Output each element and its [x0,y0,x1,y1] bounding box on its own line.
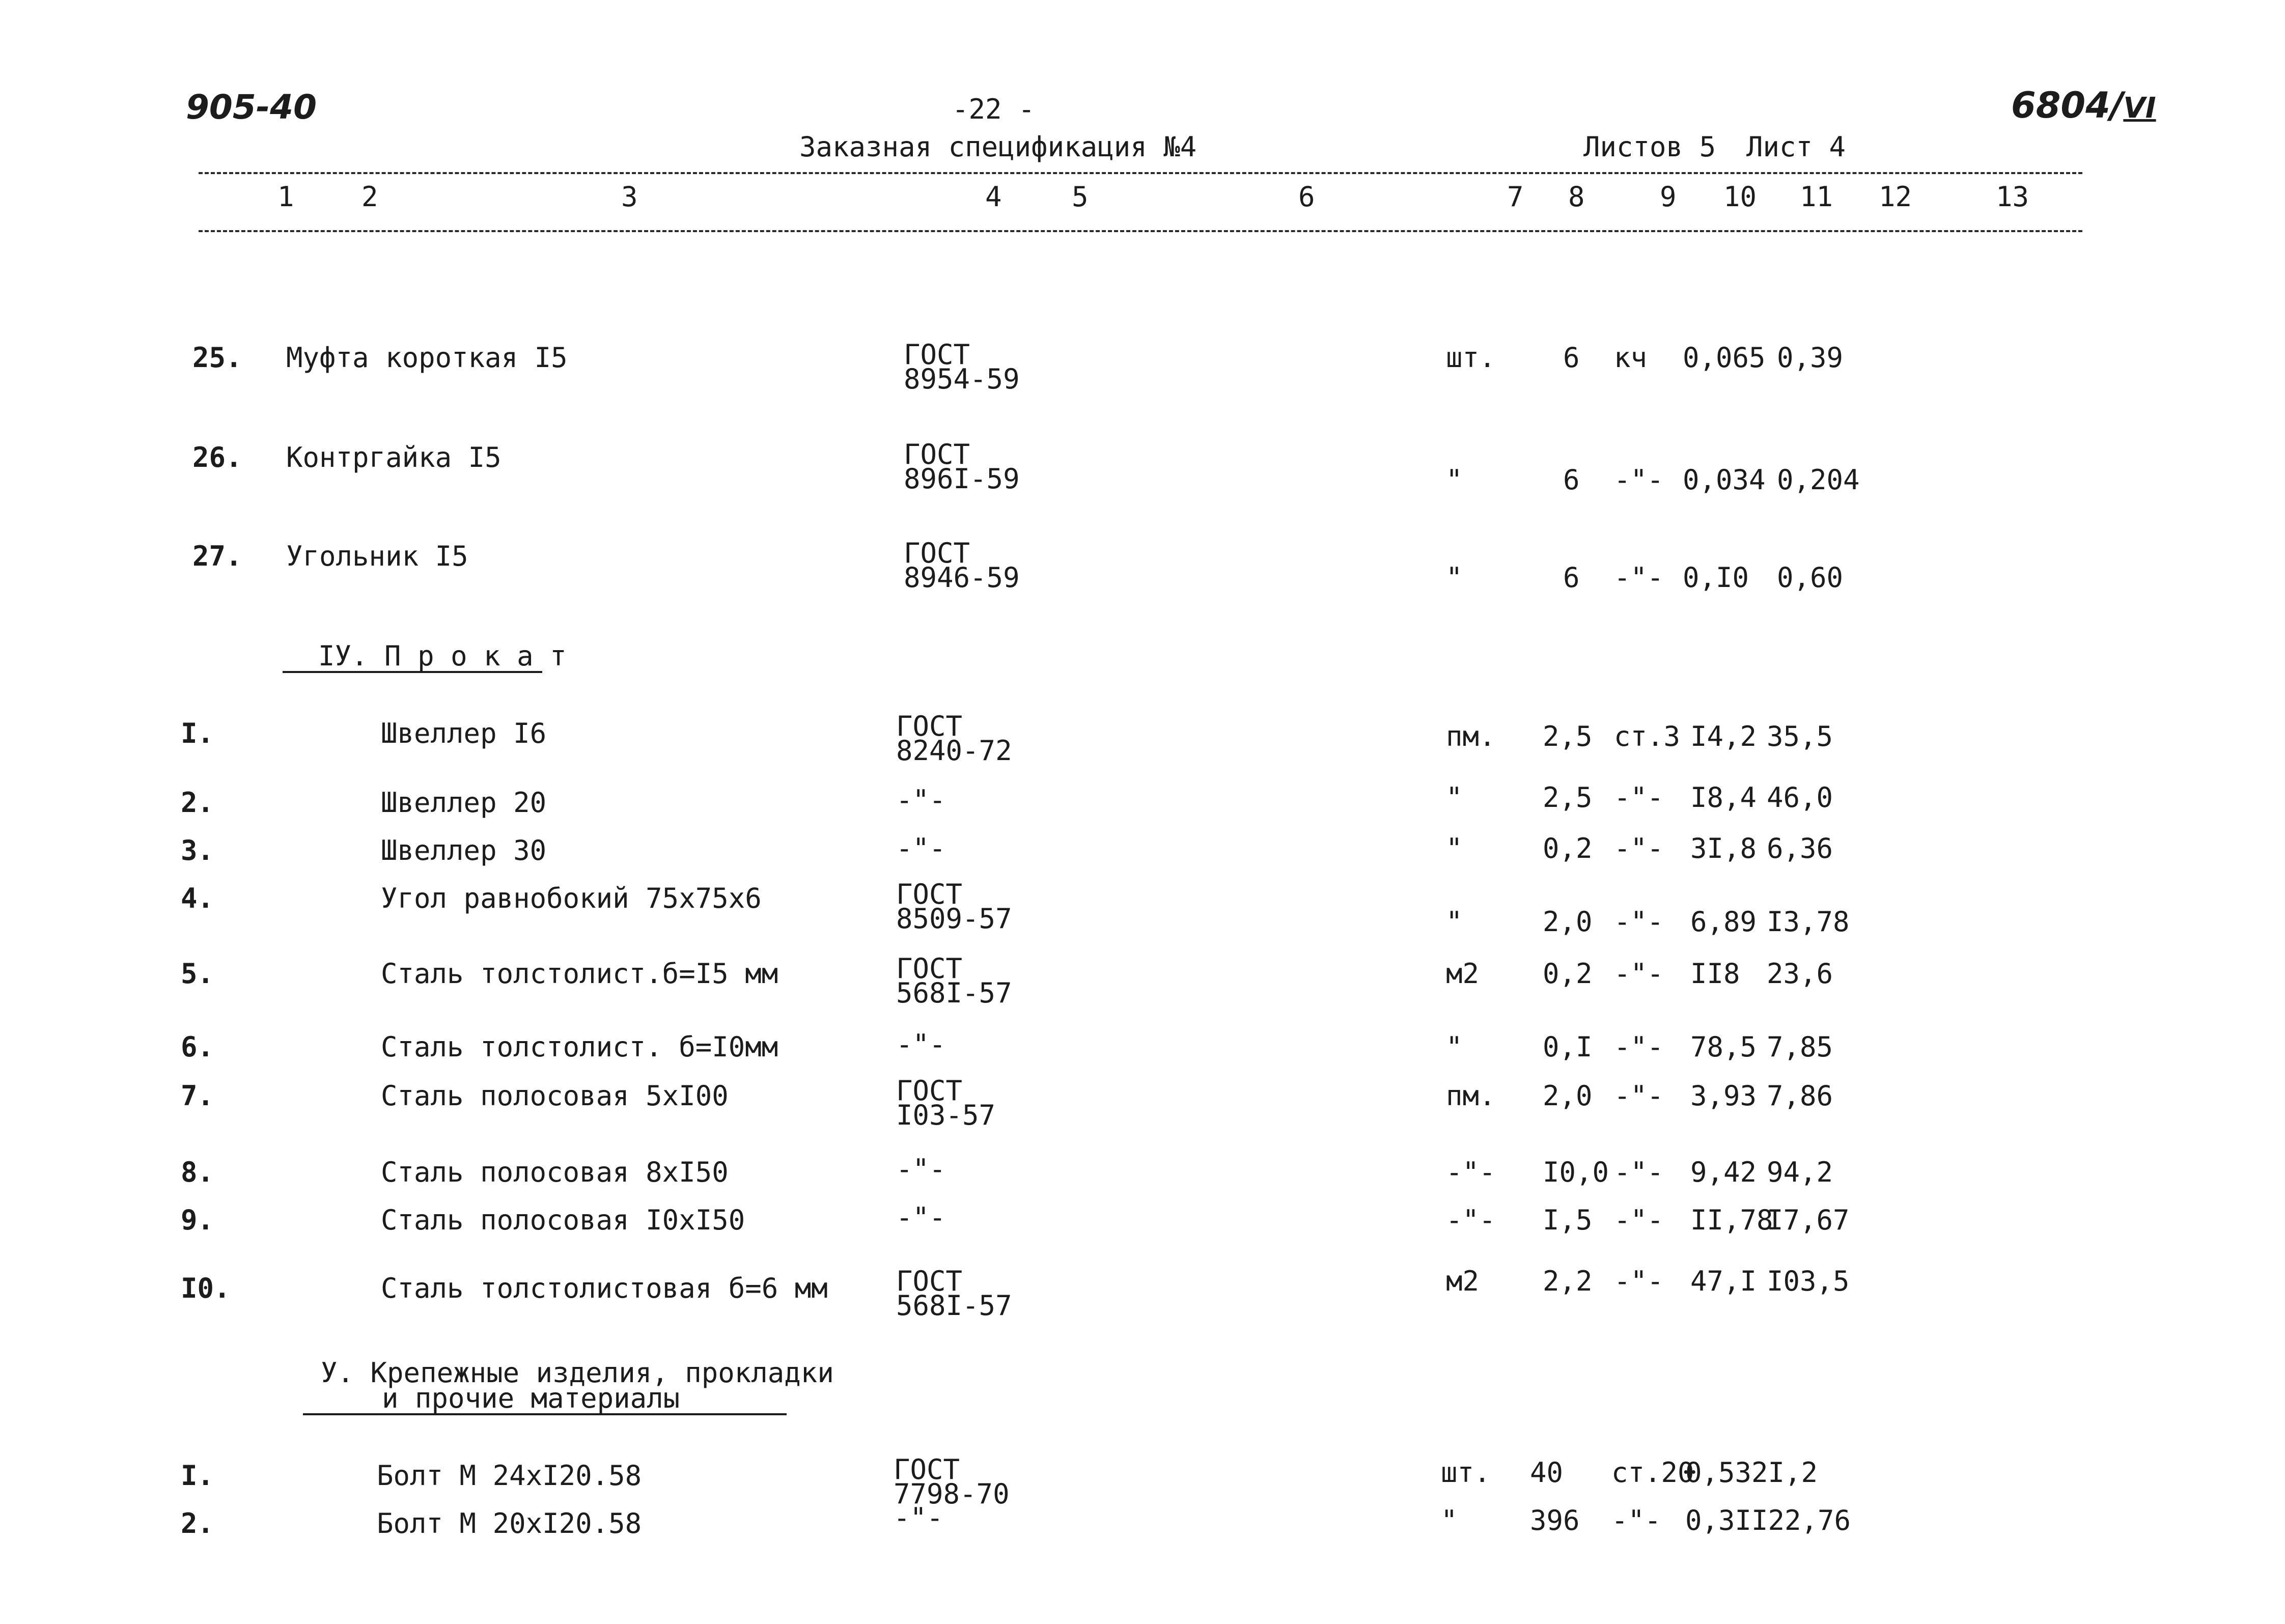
unit-mass: 0,034 [1683,464,1766,496]
item-name: Контргайка I5 [286,441,501,473]
material-grade: -"- [1614,1080,1664,1112]
material-grade: -"- [1614,832,1664,864]
material-grade: -"- [1614,906,1664,938]
quantity: 40 [1530,1457,1564,1489]
item-name: Сталь полосовая I0хI50 [381,1204,745,1236]
album-mark [2011,85,2156,126]
total-mass: 7,85 [1767,1031,1833,1063]
column-header-9: 9 [1660,181,1677,213]
row-number: 2. [181,787,214,819]
item-name: Сталь толстолистовая б=6 мм [381,1272,828,1304]
row-number: 4. [181,882,214,914]
quantity: 2,5 [1543,720,1593,752]
unit: шт. [1446,342,1496,374]
item-name: Сталь полосовая 5хI00 [381,1080,729,1112]
section-iv-underline [283,671,542,673]
row-number: 5. [181,958,214,990]
standard-ref: ГОСТ [896,1075,963,1107]
album-mark-roman: VI [2123,92,2156,125]
unit: " [1446,562,1463,594]
unit-mass: 9,42 [1690,1156,1757,1188]
column-header-3: 3 [621,181,638,213]
total-mass: 6,36 [1767,832,1833,864]
material-grade: ст.3 [1614,720,1681,752]
unit-mass: 3I,8 [1690,832,1757,864]
item-name: Болт М 24хI20.58 [377,1460,642,1492]
material-grade: -"- [1611,1504,1661,1536]
item-name: Швеллер I6 [381,717,547,749]
quantity: 2,2 [1543,1265,1593,1297]
item-name: Швеллер 20 [381,787,547,819]
standard-ref: ГОСТ [904,339,970,371]
page-number: -22 - [952,93,1035,125]
standard-ref: ГОСТ [896,710,963,742]
row-number: 2. [181,1507,214,1539]
item-name: Угольник I5 [286,540,468,572]
standard-ref: ГОСТ [896,1265,963,1297]
row-number: I0. [181,1272,231,1304]
unit: " [1441,1504,1458,1536]
column-header-12: 12 [1879,181,1912,213]
row-number: I. [181,1460,214,1492]
column-header-7: 7 [1507,181,1524,213]
total-mass: 2I,2 [1751,1457,1818,1489]
quantity: I0,0 [1543,1156,1609,1188]
standard-number: 8954-59 [904,363,1020,395]
row-number: 27. [192,540,242,572]
unit-mass: 0,3I [1685,1504,1752,1536]
unit: -"- [1446,1156,1496,1188]
column-header-5: 5 [1072,181,1089,213]
quantity: 2,5 [1543,781,1593,814]
unit-mass: II8 [1690,958,1740,990]
section-v-title-line1: У. Крепежные изделия, прокладки [321,1357,834,1389]
unit: м2 [1446,1265,1480,1297]
specification-title: Заказная спецификация №4 [799,131,1197,163]
unit: " [1446,832,1463,864]
standard-number: 7798-70 [894,1478,1010,1510]
quantity: 2,0 [1543,906,1593,938]
material-grade: -"- [1614,1156,1664,1188]
unit-mass: 0,065 [1683,342,1766,374]
item-name: Швеллер 30 [381,834,547,866]
total-mass: 94,2 [1767,1156,1833,1188]
standard-number: 568I-57 [896,1290,1012,1322]
row-number: 8. [181,1156,214,1188]
standard-ref: -"- [896,1028,946,1060]
column-header-4: 4 [985,181,1002,213]
row-number: 25. [192,342,242,374]
standard-ref: -"- [896,832,946,864]
material-grade: -"- [1614,781,1664,814]
quantity: 2,0 [1543,1080,1593,1112]
standard-ref: -"- [896,1201,946,1234]
item-name: Сталь толстолист. б=I0мм [381,1031,778,1063]
standard-number: 568I-57 [896,977,1012,1009]
quantity: 0,2 [1543,958,1593,990]
item-name: Болт М 20хI20.58 [377,1507,642,1539]
standard-ref: -"- [894,1502,943,1534]
standard-number: I03-57 [896,1099,996,1131]
unit-mass: 78,5 [1690,1031,1757,1063]
row-number: 26. [192,441,242,473]
unit-mass: I4,2 [1690,720,1757,752]
unit-mass: 3,93 [1690,1080,1757,1112]
column-header-2: 2 [361,181,378,213]
column-header-8: 8 [1568,181,1585,213]
column-header-11: 11 [1800,181,1833,213]
unit: пм. [1446,1080,1496,1112]
column-header-10: 10 [1723,181,1757,213]
unit: " [1446,464,1463,496]
material-grade: -"- [1614,1031,1664,1063]
total-mass: I3,78 [1767,906,1850,938]
unit: " [1446,781,1463,814]
standard-ref: ГОСТ [904,438,970,470]
header-bottom-rule [199,230,2082,232]
quantity: 0,I [1543,1031,1593,1063]
row-number: 6. [181,1031,214,1063]
material-grade: -"- [1614,464,1664,496]
material-grade: -"- [1614,1204,1664,1236]
standard-ref: ГОСТ [896,878,963,910]
standard-number: 8509-57 [896,903,1012,935]
section-v-underline [303,1413,787,1415]
section-v-title-line2: и прочие материалы [382,1382,680,1414]
material-grade: кч [1614,342,1648,374]
unit: " [1446,1031,1463,1063]
column-header-13: 13 [1996,181,2029,213]
unit-mass: II,78 [1690,1204,1773,1236]
row-number: 3. [181,834,214,866]
unit: м2 [1446,958,1480,990]
item-name: Сталь полосовая 8хI50 [381,1156,729,1188]
row-number: I. [181,717,214,749]
album-mark-number: 6804/ [2011,85,2124,126]
total-mass: 35,5 [1767,720,1833,752]
total-mass: 0,60 [1777,562,1844,594]
row-number: 7. [181,1080,214,1112]
item-name: Муфта короткая I5 [286,342,568,374]
quantity: 6 [1563,464,1580,496]
total-mass: I03,5 [1767,1265,1850,1297]
total-mass: 7,86 [1767,1080,1833,1112]
material-grade: ст.20 [1611,1457,1694,1489]
document-code: 905-40 [186,88,317,127]
item-name: Угол равнобокий 75х75х6 [381,882,762,914]
section-iv-title: IУ. П р о к а т [318,640,567,672]
item-name: Сталь толстолист.б=I5 мм [381,958,778,990]
material-grade: -"- [1614,1265,1664,1297]
sheet-number: Лист 4 [1746,131,1846,163]
material-grade: -"- [1614,958,1664,990]
quantity: I,5 [1543,1204,1593,1236]
column-header-1: 1 [277,181,294,213]
quantity: 0,2 [1543,832,1593,864]
unit-mass: 0,53 [1685,1457,1752,1489]
unit-mass: 47,I [1690,1265,1757,1297]
standard-ref: -"- [896,784,946,816]
column-header-6: 6 [1298,181,1315,213]
standard-ref: -"- [896,1153,946,1185]
total-mass: 23,6 [1767,958,1833,990]
unit: " [1446,906,1463,938]
unit: -"- [1446,1204,1496,1236]
row-number: 9. [181,1204,214,1236]
unit: пм. [1446,720,1496,752]
standard-number: 8946-59 [904,562,1020,594]
standard-ref: ГОСТ [896,953,963,985]
quantity: 6 [1563,342,1580,374]
quantity: 6 [1563,562,1580,594]
unit-mass: I8,4 [1690,781,1757,814]
standard-number: 896I-59 [904,463,1020,495]
unit: шт. [1441,1457,1491,1489]
total-mass: 0,204 [1777,464,1860,496]
sheets-count: Листов 5 [1583,131,1716,163]
material-grade: -"- [1614,562,1664,594]
total-mass: 0,39 [1777,342,1844,374]
quantity: 396 [1530,1504,1580,1536]
total-mass: I7,67 [1767,1204,1850,1236]
header-top-rule [199,172,2082,174]
standard-ref: ГОСТ [894,1453,960,1486]
standard-ref: ГОСТ [904,537,970,569]
unit-mass: 0,I0 [1683,562,1749,594]
total-mass: 46,0 [1767,781,1833,814]
standard-number: 8240-72 [896,735,1012,767]
total-mass: I22,76 [1751,1504,1851,1536]
unit-mass: 6,89 [1690,906,1757,938]
